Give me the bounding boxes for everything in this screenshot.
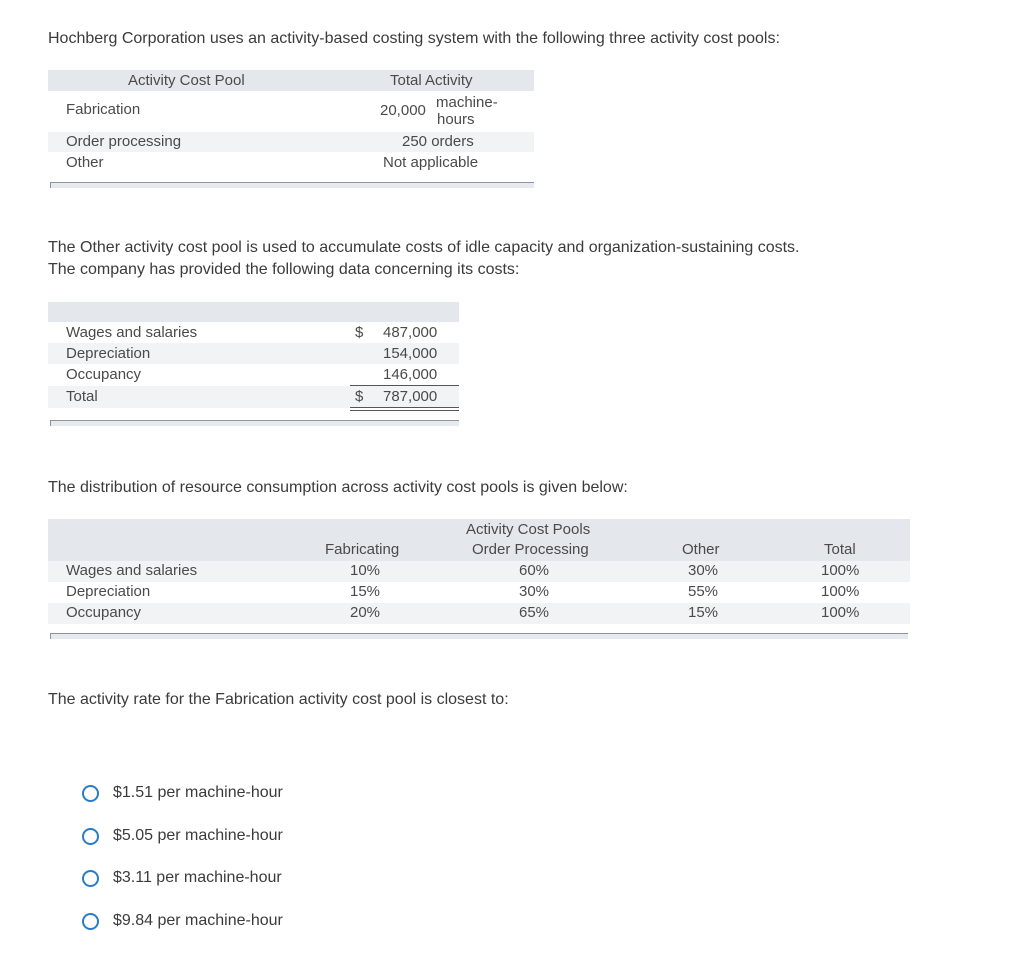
cost-label: Wages and salaries [66, 324, 198, 341]
table-divider [50, 633, 908, 639]
percent-value: 100% [821, 562, 860, 579]
activity-value: 250 orders [402, 133, 474, 150]
description-line: The distribution of resource consumption across activity cost pools is given below: [48, 479, 628, 496]
answer-option-label: $1.51 per machine-hour [113, 784, 283, 801]
percent-value: 30% [519, 583, 550, 600]
percent-value: 100% [821, 604, 860, 621]
resource-label: Depreciation [66, 583, 151, 600]
table-row [48, 561, 910, 582]
group-header: Activity Cost Pools [466, 521, 591, 538]
table-divider [50, 182, 534, 188]
table-header-row [48, 70, 534, 91]
resource-label: Wages and salaries [66, 562, 198, 579]
intro-text: Hochberg Corporation uses an activity-based costing system with the following three activity cost pools: [48, 30, 780, 47]
percent-value: 65% [519, 604, 550, 621]
radio-button-icon[interactable] [82, 913, 99, 930]
percent-value: 10% [350, 562, 381, 579]
pool-label: Order processing [66, 133, 182, 150]
resource-label: Occupancy [66, 604, 142, 621]
column-header: Order Processing [472, 541, 589, 558]
answer-option-label: $3.11 per machine-hour [113, 869, 282, 886]
total-double-rule [350, 407, 459, 411]
activity-amount: 20,000 [380, 102, 426, 119]
answer-option-2[interactable] [82, 823, 283, 849]
header-activity-cost-pool: Activity Cost Pool [128, 72, 245, 89]
currency-symbol: $ [355, 388, 364, 405]
table-row [48, 152, 534, 172]
description-line: The Other activity cost pool is used to accumulate costs of idle capacity and organization-sustaining costs. [48, 239, 800, 256]
radio-button-icon[interactable] [82, 828, 99, 845]
question-text: The activity rate for the Fabrication activity cost pool is closest to: [48, 691, 509, 708]
table-row [48, 582, 910, 603]
table-row [48, 92, 534, 132]
cost-table [48, 302, 459, 412]
cost-value: 146,000 [383, 366, 438, 383]
currency-symbol: $ [355, 324, 364, 341]
cost-value: 787,000 [383, 388, 438, 405]
cost-value: 487,000 [383, 324, 438, 341]
cost-value: 154,000 [383, 345, 438, 362]
description-line: The company has provided the following data concerning its costs: [48, 261, 520, 278]
header-total-activity: Total Activity [390, 72, 473, 89]
radio-button-icon[interactable] [82, 785, 99, 802]
table-row [48, 364, 459, 385]
percent-value: 100% [821, 583, 860, 600]
column-header: Other [682, 541, 720, 558]
table-row [48, 603, 910, 624]
table-row [48, 343, 459, 364]
column-header: Fabricating [325, 541, 400, 558]
answer-option-3[interactable] [82, 865, 282, 891]
column-header: Total [824, 541, 856, 558]
activity-cost-pool-table [48, 70, 534, 192]
answer-option-4[interactable] [82, 908, 283, 934]
answer-option-label: $9.84 per machine-hour [113, 912, 283, 929]
percent-value: 60% [519, 562, 550, 579]
cost-label: Occupancy [66, 366, 142, 383]
answer-option-label: $5.05 per machine-hour [113, 827, 283, 844]
distribution-table [48, 519, 910, 629]
pool-label: Fabrication [66, 101, 141, 118]
percent-value: 55% [688, 583, 719, 600]
table-row [48, 386, 459, 408]
table-header-row [48, 302, 459, 322]
activity-unit: hours [437, 111, 475, 128]
cost-label: Depreciation [66, 345, 151, 362]
pool-label: Other [66, 154, 104, 171]
percent-value: 20% [350, 604, 381, 621]
activity-value: Not applicable [383, 154, 479, 171]
table-row [48, 322, 459, 343]
table-row [48, 132, 534, 152]
activity-unit: machine- [436, 94, 498, 111]
radio-button-icon[interactable] [82, 870, 99, 887]
percent-value: 30% [688, 562, 719, 579]
cost-label: Total [66, 388, 98, 405]
table-header-row [48, 519, 910, 561]
table-divider [50, 420, 459, 426]
percent-value: 15% [688, 604, 719, 621]
percent-value: 15% [350, 583, 381, 600]
answer-option-1[interactable] [82, 780, 283, 806]
